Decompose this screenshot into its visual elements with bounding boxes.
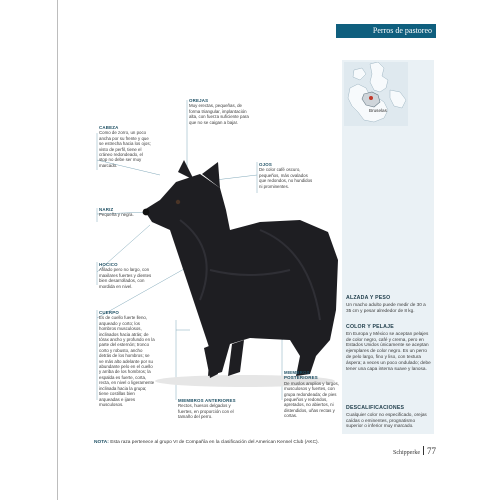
page-number: 77 — [427, 446, 436, 456]
schipperke-dog-illustration — [140, 160, 350, 390]
footer-breed: Schipperke — [393, 450, 420, 456]
label-nariz — [99, 207, 144, 218]
section-header — [336, 24, 436, 38]
sidebar-color-text: En Europa y México se aceptan pelajes de color negro, café y crema, pero en Estados Unidos únicamente se aceptan ejemplares de color negro. Es un perro de pelo largo, fino y liso, con textura áspera; a veces un poco ondulado; debe tener una capa interna suave y lanosa. — [346, 330, 431, 371]
label-miembros-anteriores-title: MIEMBROS ANTERIORES — [178, 398, 236, 403]
label-nariz-title: NARIZ — [99, 207, 114, 212]
sidebar-alzada-title: ALZADA Y PESO — [346, 295, 391, 301]
label-orejas — [189, 98, 249, 125]
label-miembros-posteriores-text: De muslos amplios y largos, musculosos y fuertes, con grupa redondeada; de pies pequeños y redondos, apretados, no abiertos, ni distendidos, uñas rectas y cortas. — [284, 380, 339, 419]
label-miembros-posteriores — [284, 370, 342, 419]
sidebar-descalificaciones-title: DESCALIFICACIONES — [346, 405, 405, 411]
label-hocico-title: HOCICO — [99, 262, 118, 267]
label-nariz-text: Pequeña y negra. — [99, 212, 134, 218]
sidebar-descalificaciones — [346, 406, 432, 429]
label-orejas-text: Muy erectas, pequeñas, de forma triangular, implantación alta, con fuerza suficiente para que no se caigan a bajar. — [189, 103, 249, 125]
location-dot-icon — [369, 96, 373, 100]
label-cabeza — [99, 125, 151, 168]
label-miembros-anteriores-text: Rectos, huesos delgados y fuertes, en proporción con el tamaño del perro. — [178, 403, 234, 420]
sidebar-color-title: COLOR Y PELAJE — [346, 324, 394, 330]
page-edge — [57, 0, 58, 500]
label-ojos — [259, 162, 314, 189]
label-hocico — [99, 262, 153, 289]
label-cabeza-text: Como de zorro, un poco ancha por su frente y que se estrecha hacia los ojos; visto de perfil, tiene el cráneo redondeado, el stop no debe ser muy marcado. — [99, 130, 151, 168]
note-label: NOTA: — [94, 440, 109, 445]
label-ojos-title: OJOS — [259, 162, 273, 167]
sidebar-color — [346, 325, 432, 371]
europe-map-icon — [344, 62, 408, 126]
footer-divider — [423, 446, 424, 455]
label-ojos-text: De color café oscuro, pequeños, más ovalados que redondos, no hundidos ni prominentes. — [259, 167, 313, 189]
region-label: Bruselas — [369, 108, 387, 113]
label-orejas-title: OREJAS — [189, 98, 209, 103]
sidebar-descalificaciones-text: Cualquier color no especificado, orejas caídas o eminentes, prognatismo superior o inferior muy marcado. — [346, 411, 427, 429]
label-cuerpo-title: CUERPO — [99, 310, 119, 315]
label-cuerpo — [99, 310, 155, 407]
sidebar-alzada-text: Un macho adulto puede medir de 30 a 35 cm y pesar alrededor de 8 kg. — [346, 301, 426, 313]
label-miembros-anteriores — [178, 398, 240, 420]
label-hocico-text: Afilado pero no largo, con maxilares fuertes y dientes bien desarrollados, con mordida en nivel. — [99, 267, 152, 289]
section-title: Perros de pastoreo — [372, 26, 432, 35]
label-cuerpo-text: Es de cuello fuerte lleno, arqueado y corto; los hombros musculosos, inclinados hacia atrás; de tórax ancho y profundo en la parte del esternón; tronco corto y robusto, ancho detrás de los hombros; se ve más alto adelante por su abundante pelo en el cuello y arriba de los hombros; la espalda es fuerte, corta, recta, en nivel o ligeramente inclinada hacia la grupa; tiene costillas bien arqueadas e ijares musculosos. — [99, 315, 155, 407]
page-footer — [360, 441, 436, 459]
note-text: Esta raza pertenece al grupo VI de Compañía en la clasificación del American Kennel Club (AKC). — [110, 440, 319, 445]
note — [94, 440, 394, 445]
label-miembros-posteriores-title: MIEMBROS POSTERIORES — [284, 370, 318, 381]
sidebar-alzada — [346, 296, 432, 313]
label-cabeza-title: CABEZA — [99, 125, 119, 130]
